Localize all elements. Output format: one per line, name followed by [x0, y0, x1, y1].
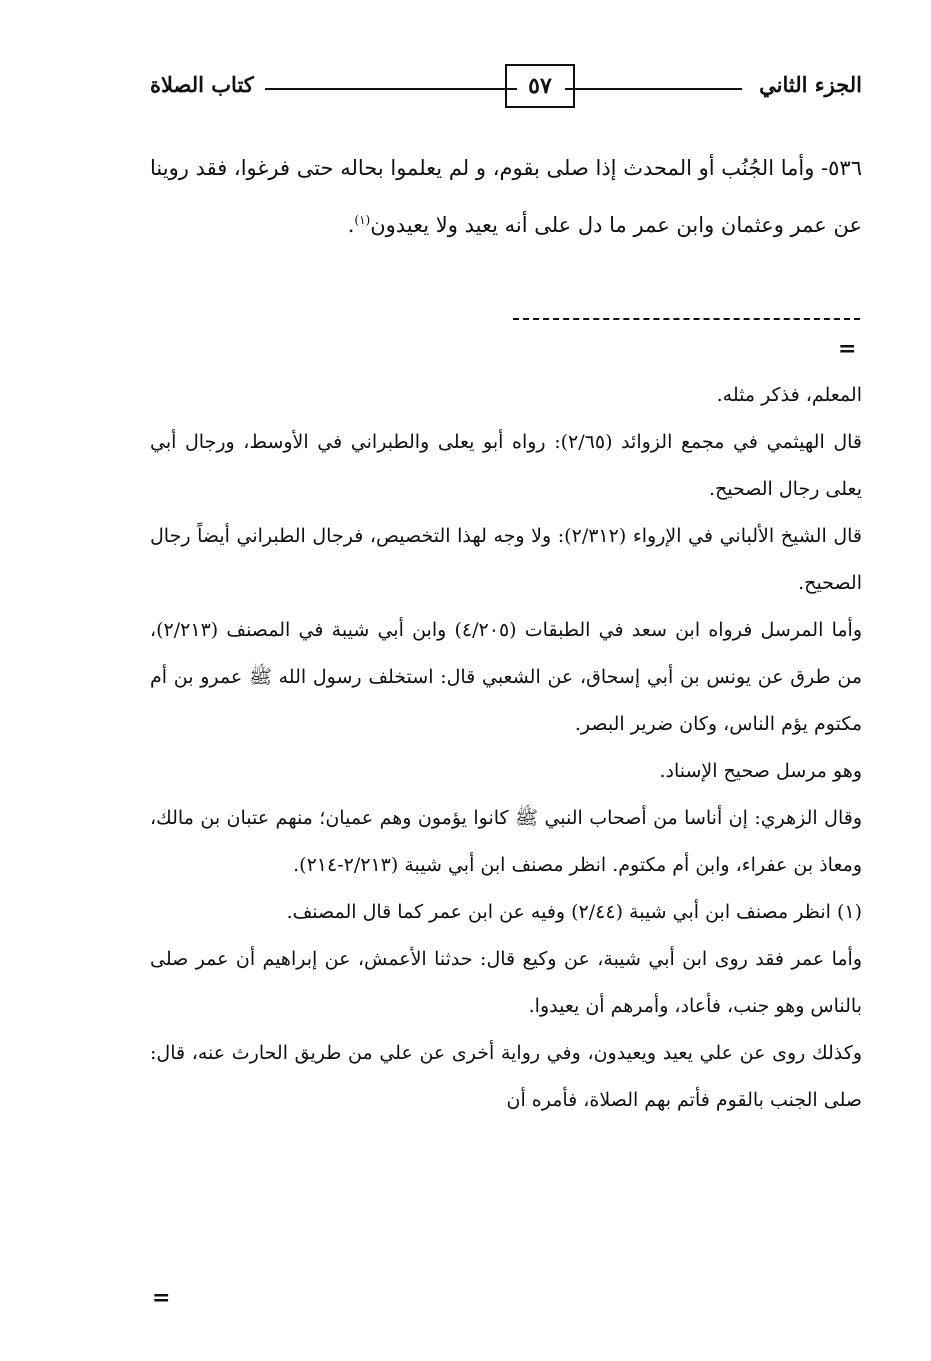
footnote-reference: (١) — [354, 213, 371, 227]
continuation-mark-bottom: = — [152, 1285, 171, 1311]
footnote-continued-line: قال الهيثمي في مجمع الزوائد (٢/٦٥): رواه أبو يعلى والطبراني في الأوسط، ورجال أبي يعلى رجال الصحيح. — [150, 431, 863, 500]
main-paragraph-end: . — [347, 213, 355, 237]
book-title: كتاب الصلاة — [150, 72, 254, 97]
footnote-continued-line: قال الشيخ الألباني في الإرواء (٢/٣١٢): ولا وجه لهذا التخصيص، فرجال الطبراني أيضاً رجال الصحيح. — [150, 525, 863, 594]
continuation-mark-top: = — [838, 336, 857, 362]
footnote-1 — [150, 889, 862, 936]
main-paragraph — [150, 140, 862, 254]
header-rule-left — [265, 88, 517, 90]
footnote-continued-line: وقال الزهري: إن أناسا من أصحاب النبي ﷺ كانوا يؤمون وهم عميان؛ منهم عتبان بن مالك، ومعاذ بن عفراء، وابن أم مكتوم. انظر مصنف ابن أبي شيبة (٢/٢١٣-٢١٤). — [150, 807, 862, 876]
header-rule-right — [565, 88, 742, 90]
footnote-continued-line: وأما المرسل فرواه ابن سعد في الطبقات (٤/٢٠٥) وابن أبي شيبة في المصنف (٢/٢١٣)، من طرق عن يونس بن أبي إسحاق، عن الشعبي قال: استخلف رسول الله ﷺ عمرو بن أم مكتوم يؤم الناس، وكان ضرير البصر. — [150, 619, 862, 735]
footnote-continued-line: المعلم، فذكر مثله. — [716, 384, 862, 406]
page-number: ٥٧ — [505, 64, 575, 108]
main-paragraph-text: ٥٣٦- وأما الجُنُب أو المحدث إذا صلى بقوم، و لم يعلموا بحاله حتى فرغوا، فقد روينا عن عمر وعثمان وابن عمر ما دل على أنه يعيد ولا يعيدون — [150, 156, 862, 237]
footnote-continued-line: وهو مرسل صحيح الإسناد. — [659, 760, 862, 782]
volume-title: الجزء الثاني — [759, 72, 862, 97]
footnotes — [150, 372, 862, 1124]
footnote-1-paragraph: وأما عمر فقد روى ابن أبي شيبة، عن وكيع قال: حدثنا الأعمش، عن إبراهيم أن عمر صلى بالناس وهو جنب، فأعاد، وأمرهم أن يعيدوا. — [150, 948, 862, 1017]
footnote-1-text: انظر مصنف ابن أبي شيبة (٢/٤٤) وفيه عن ابن عمر كما قال المصنف. — [286, 901, 831, 923]
footnote-1-paragraph: وكذلك روى عن علي يعيد ويعيدون، وفي رواية أخرى عن علي من طريق الحارث عنه، قال: صلى الجنب بالقوم فأتم بهم الصلاة، فأمره أن — [150, 1042, 862, 1111]
footnote-1-marker: (١) — [836, 901, 862, 923]
running-header — [150, 62, 862, 112]
footnote-separator — [513, 318, 860, 320]
